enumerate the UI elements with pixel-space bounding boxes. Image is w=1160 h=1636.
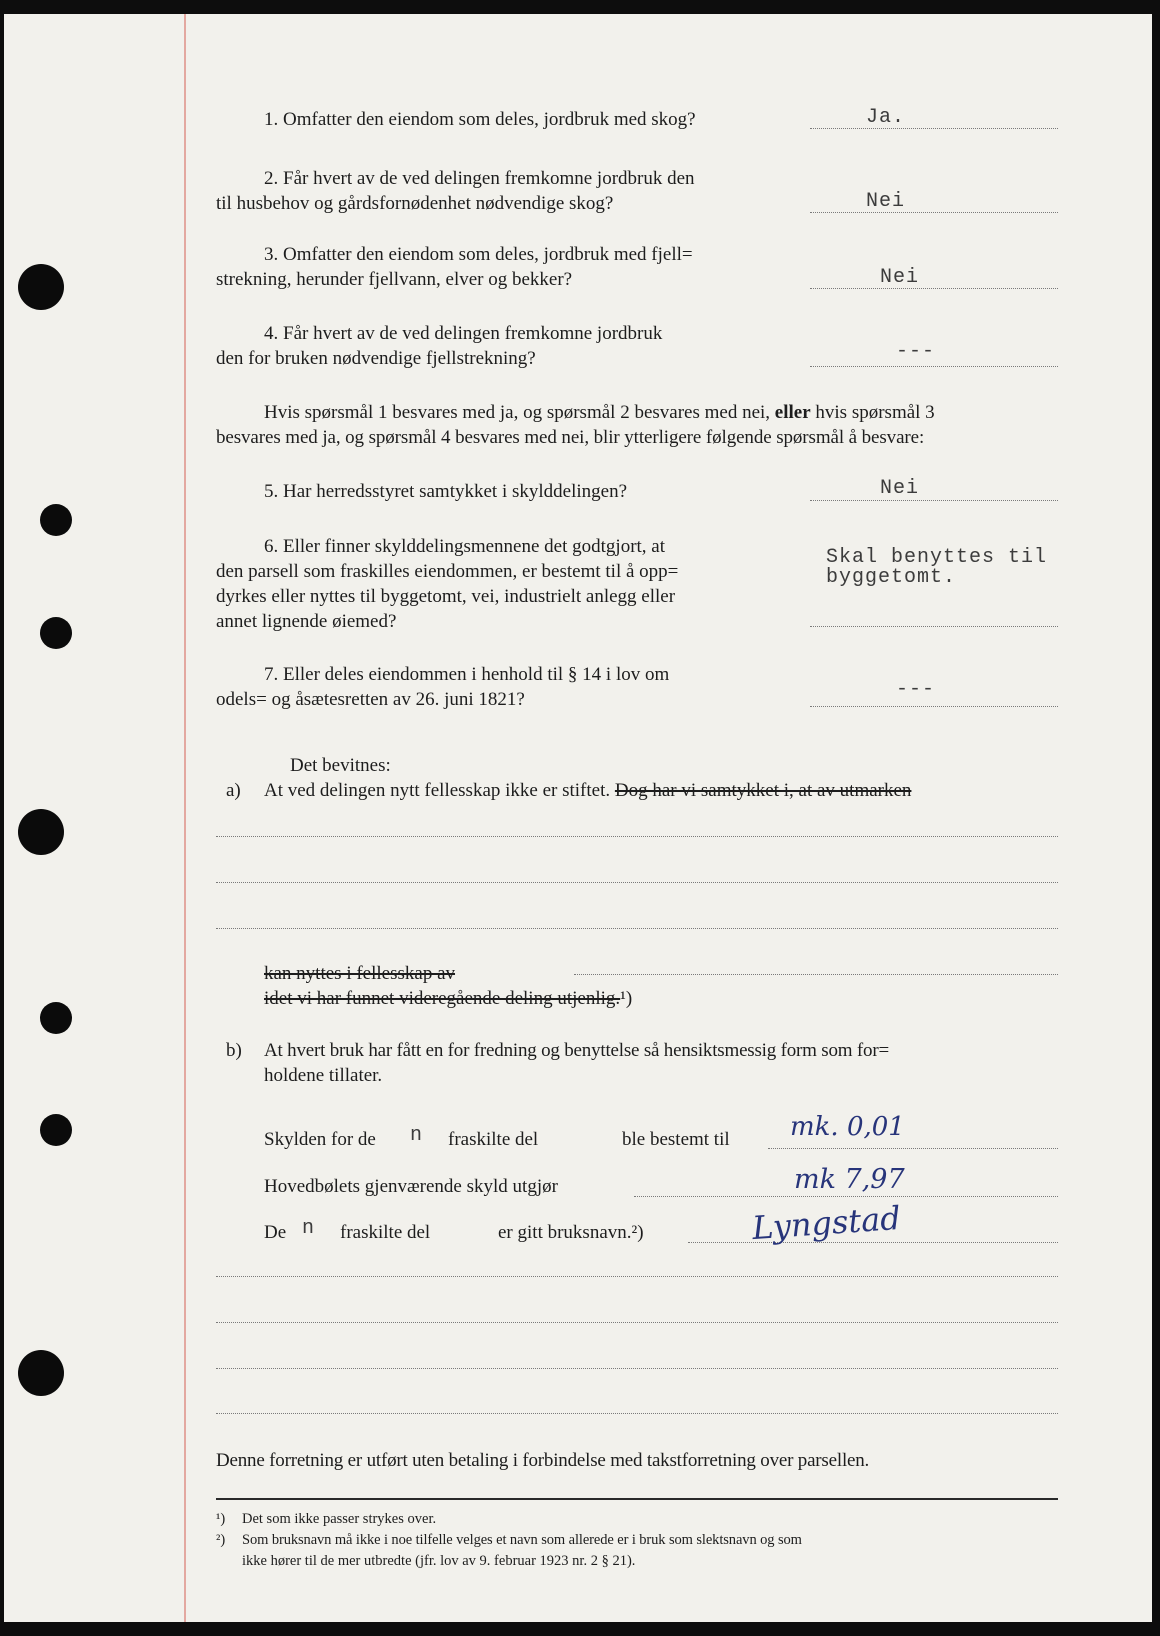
skyld-value: mk. 0,01 <box>790 1112 905 1142</box>
instruction-line-1: Hvis spørsmål 1 besvares med ja, og spørsmål 2 besvares med nei, eller hvis spørsmål 3 <box>264 402 935 423</box>
question-2-line-2: til husbehov og gårdsfornødenhet nødvendige skog? <box>216 193 614 214</box>
attest-b-line-2: holdene tillater. <box>264 1065 383 1086</box>
footnote-rule <box>216 1498 1058 1500</box>
blank-line <box>216 836 1058 837</box>
question-7-line-2: odels= og åsætesretten av 26. juni 1821? <box>216 689 525 710</box>
hoved-value: mk 7,97 <box>794 1164 905 1195</box>
answer-7: --- <box>896 678 936 701</box>
question-7-line-1: 7. Eller deles eiendommen i henhold til § 14 i lov om <box>264 664 670 685</box>
answer-3: Nei <box>880 266 920 289</box>
footnote-2-line-1: Som bruksnavn må ikke i noe tilfelle velges et navn som allerede er i bruk som slektsnavn og som <box>242 1532 802 1548</box>
navn-label-2: fraskilte del <box>340 1222 431 1243</box>
instruction-line-2: besvares med ja, og spørsmål 4 besvares med nei, blir ytterligere følgende spørsmål å besvare: <box>216 427 925 448</box>
struck-text: Dog har vi samtykket i, at av utmarken <box>614 780 912 801</box>
answer-line <box>810 626 1058 627</box>
blank-line <box>574 974 1058 975</box>
punch-hole <box>18 264 64 310</box>
answer-6-line-1: Skal benyttes til <box>826 546 1048 569</box>
closing-statement: Denne forretning er utført uten betaling i forbindelse med takstforretning over parsellen. <box>216 1450 870 1471</box>
footnote-2-line-2: ikke hører til de mer utbredte (jfr. lov av 9. februar 1923 nr. 2 § 21). <box>242 1553 636 1569</box>
punch-hole <box>18 1350 64 1396</box>
skyld-label-3: ble bestemt til <box>622 1129 730 1150</box>
navn-fill: n <box>302 1217 316 1240</box>
blank-line <box>216 1413 1058 1414</box>
punch-hole <box>40 1114 72 1146</box>
question-6-line-1: 6. Eller finner skylddelingsmennene det godtgjort, at <box>264 536 666 557</box>
margin-line <box>184 14 186 1622</box>
attest-heading: Det bevitnes: <box>290 755 391 776</box>
answer-line <box>768 1148 1058 1149</box>
blank-line <box>216 1276 1058 1277</box>
question-6-line-4: annet lignende øiemed? <box>216 611 397 632</box>
answer-line <box>810 212 1058 213</box>
blank-line <box>216 882 1058 883</box>
answer-line <box>688 1242 1058 1243</box>
navn-label: De <box>264 1222 287 1243</box>
question-6-line-2: den parsell som fraskilles eiendommen, er bestemt til å opp= <box>216 561 679 582</box>
answer-line <box>810 288 1058 289</box>
question-3-line-1: 3. Omfatter den eiendom som deles, jordbruk med fjell= <box>264 244 693 265</box>
question-5: 5. Har herredsstyret samtykket i skylddelingen? <box>264 481 628 502</box>
skyld-label-2: fraskilte del <box>448 1129 539 1150</box>
blank-line <box>216 1368 1058 1369</box>
answer-2: Nei <box>866 190 906 213</box>
answer-line <box>810 128 1058 129</box>
answer-6-line-2: byggetomt. <box>826 566 957 589</box>
answer-line <box>810 366 1058 367</box>
answer-line <box>810 706 1058 707</box>
struck-line-2: idet vi har funnet videregående deling utjenlig.¹) <box>264 988 633 1009</box>
blank-line <box>216 928 1058 929</box>
question-6-line-3: dyrkes eller nyttes til byggetomt, vei, industrielt anlegg eller <box>216 586 676 607</box>
question-3-line-2: strekning, herunder fjellvann, elver og bekker? <box>216 269 573 290</box>
blank-line <box>216 1322 1058 1323</box>
struck-line-1: kan nyttes i fellesskap av <box>264 963 456 984</box>
document-page <box>4 14 1152 1622</box>
punch-hole <box>40 1002 72 1034</box>
attest-b-line-1: At hvert bruk har fått en for fredning og benyttelse så hensiktsmessig form som for= <box>264 1040 889 1061</box>
answer-line <box>634 1196 1058 1197</box>
answer-5: Nei <box>880 477 920 500</box>
skyld-fill: n <box>410 1124 424 1147</box>
attest-a-label: a) <box>226 780 241 801</box>
question-4-line-2: den for bruken nødvendige fjellstrekning? <box>216 348 536 369</box>
footnote-1-mark: ¹) <box>216 1511 226 1527</box>
navn-value: Lyngstad <box>750 1198 902 1248</box>
question-1: 1. Omfatter den eiendom som deles, jordbruk med skog? <box>264 109 696 130</box>
punch-hole <box>40 504 72 536</box>
punch-hole <box>40 617 72 649</box>
footnote-2-mark: ²) <box>216 1532 226 1548</box>
attest-a-text: At ved delingen nytt fellesskap ikke er stiftet. Dog har vi samtykket i, at av utmarken <box>264 780 912 801</box>
skyld-label: Skylden for de <box>264 1129 376 1150</box>
navn-label-3: er gitt bruksnavn.²) <box>498 1222 644 1243</box>
answer-1: Ja. <box>866 106 906 129</box>
hoved-label: Hovedbølets gjenværende skyld utgjør <box>264 1176 558 1197</box>
footnote-1: Det som ikke passer strykes over. <box>242 1511 437 1527</box>
answer-line <box>810 500 1058 501</box>
question-4-line-1: 4. Får hvert av de ved delingen fremkomne jordbruk <box>264 323 663 344</box>
attest-b-label: b) <box>226 1040 242 1061</box>
answer-4: --- <box>896 340 936 363</box>
question-2-line-1: 2. Får hvert av de ved delingen fremkomne jordbruk den <box>264 168 695 189</box>
punch-hole <box>18 809 64 855</box>
